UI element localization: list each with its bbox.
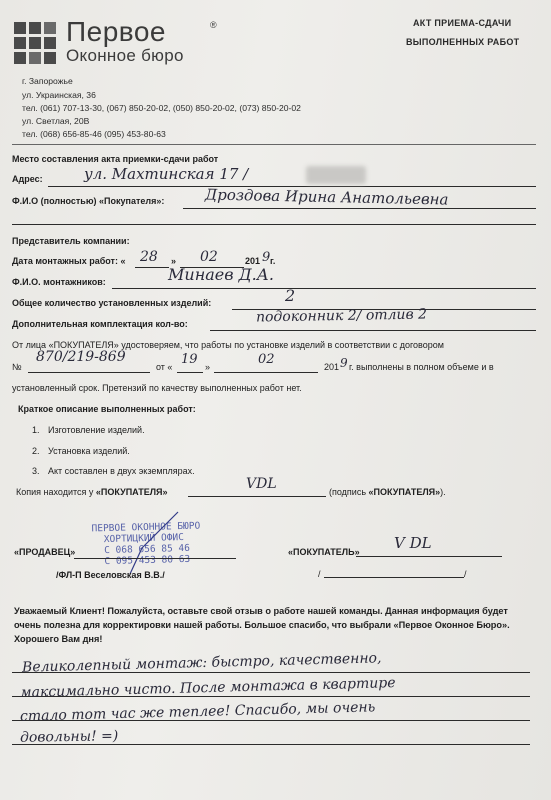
address-label: Адрес:: [12, 174, 43, 184]
step-2-number: 2.: [32, 446, 40, 456]
date-label: Дата монтажных работ: «: [12, 256, 126, 266]
fio-line-2: [12, 224, 536, 225]
stamp-signature-stroke: [100, 508, 190, 578]
fio-label: Ф.И.О (полностью) «Покупателя»:: [12, 196, 165, 206]
certify-text-2: установленный срок. Претензий по качеству выполненных работ нет.: [12, 383, 302, 393]
date-suffix: г.: [270, 256, 276, 266]
copy-sign-caption: [329, 487, 446, 497]
date-month: 02: [200, 249, 218, 265]
seller-name: /ФЛ-П Веселовская В.В./: [56, 570, 165, 580]
registered-mark: ®: [210, 20, 217, 30]
copy-label-5: ).: [440, 487, 446, 497]
copy-label-1: Копия находится у: [16, 487, 94, 497]
stamp-line-3: С 068 656 85 46: [104, 542, 191, 557]
extra-value: подоконник 2/ отлив 2: [255, 306, 428, 326]
contact-city: г. Запорожье: [22, 76, 73, 86]
installers-line: [112, 288, 536, 289]
seller-label: «ПРОДАВЕЦ»: [14, 547, 76, 557]
logo-line2: Оконное бюро: [66, 46, 184, 65]
place-label: Место составления акта приемки-сдачи работ: [12, 154, 219, 164]
stamp-line-4: С 095 453 80 63: [104, 553, 191, 568]
date-year-prefix: 201: [245, 256, 261, 266]
date-day-line: [135, 267, 169, 268]
fio-line: [183, 208, 536, 209]
step-1-number: 1.: [32, 425, 40, 435]
seller-sign-line: [74, 558, 236, 559]
buyer-name-open: /: [318, 569, 321, 579]
contract-month-line: [214, 372, 318, 373]
review-hand-1: Великолепный монтаж: быстро, качественно,: [21, 650, 382, 676]
step-2: Установка изделий.: [48, 446, 130, 456]
count-label: Общее количество установленных изделий:: [12, 298, 212, 308]
review-prompt: Уважаемый Клиент! Пожалуйста, оставьте свой отзыв о работе нашей команды. Данная информация будет очень полезна для корректировки нашей работы. Большое спасибо, что выбрали «Первое Оконное Бюро». Хорошего Вам дня!: [14, 606, 510, 644]
step-3: Акт составлен в двух экземплярах.: [48, 466, 195, 476]
buyer-sign-hand: V DL: [394, 534, 432, 552]
contact-phones-2: тел. (068) 656-85-46 (095) 453-80-63: [22, 129, 166, 139]
review-hand-3: стало тот час же теплее! Спасибо, мы очень: [19, 699, 376, 725]
copy-sign-line: [188, 496, 326, 497]
installers-label: Ф.И.О. монтажников:: [12, 277, 106, 287]
buyer-name-close: /: [464, 569, 467, 579]
copy-label-2: «ПОКУПАТЕЛЯ»: [95, 487, 168, 497]
buyer-sign-line: [356, 556, 502, 557]
contact-address-2: ул. Светлая, 20В: [22, 116, 90, 126]
extra-label: Дополнительная комплектация кол-во:: [12, 319, 188, 329]
header-divider: [12, 144, 536, 145]
stamp-line-1: ПЕРВОЕ ОКОННОЕ БЮРО: [91, 520, 201, 535]
fio-value: Дроздова Ирина Анатольевна: [204, 185, 449, 209]
step-3-number: 3.: [32, 466, 40, 476]
contract-year-prefix: 201: [324, 362, 340, 372]
contact-address-1: ул. Украинская, 36: [22, 90, 96, 100]
copy-label: [16, 487, 168, 497]
contract-day: 19: [181, 352, 198, 367]
address-value: ул. Махтинская 17 /: [84, 165, 249, 183]
contract-no-label: №: [12, 362, 22, 372]
buyer-label: «ПОКУПАТЕЛЬ»: [288, 547, 360, 557]
copy-label-4: «ПОКУПАТЕЛЯ»: [368, 487, 441, 497]
doc-title-line1: АКТ ПРИЕМА-СДАЧИ: [413, 18, 512, 28]
contract-day-line: [177, 372, 203, 373]
review-hand-4: довольны! =): [19, 728, 119, 746]
contract-no-line: [28, 372, 150, 373]
date-day: 28: [140, 249, 158, 265]
buyer-name-line: [324, 577, 464, 578]
logo-line1: Первое: [66, 16, 166, 47]
contract-year-hand: 9: [340, 356, 348, 370]
certify-text-1: От лица «ПОКУПАТЕЛЯ» удостоверяем, что работы по установке изделий в соответствии с договором: [12, 340, 444, 350]
stamp-line-2: ХОРТИЦКИЙ ОФИС: [103, 532, 185, 546]
doc-title-line2: ВЫПОЛНЕННЫХ РАБОТ: [406, 37, 520, 47]
contact-phones-1: тел. (061) 707-13-30, (067) 850-20-02, (050) 850-20-02, (073) 850-20-02: [22, 103, 301, 113]
redaction-blur: [306, 166, 366, 184]
company-logo: [14, 16, 217, 66]
contract-from: от «: [156, 362, 173, 372]
installers-value: Минаев Д.А.: [168, 265, 274, 284]
review-hand-2: максимально чисто. После монтажа в квартире: [19, 675, 396, 701]
copy-label-3: (подпись: [329, 487, 367, 497]
rep-label: Представитель компании:: [12, 236, 130, 246]
copy-sign-hand: VDL: [246, 476, 277, 492]
contract-tail: г. выполнены в полном объеме и в: [349, 362, 494, 372]
date-close: »: [171, 256, 177, 266]
brief-label: Краткое описание выполненных работ:: [18, 404, 196, 414]
contract-no: 870/219-869: [36, 349, 126, 365]
count-value: 2: [285, 286, 296, 305]
logo-squares-icon: [14, 22, 58, 66]
extra-line: [210, 330, 536, 331]
contract-month: 02: [258, 352, 275, 367]
step-1: Изготовление изделий.: [48, 425, 145, 435]
date-year-hand: 9: [262, 250, 271, 265]
contract-close: »: [205, 362, 211, 372]
